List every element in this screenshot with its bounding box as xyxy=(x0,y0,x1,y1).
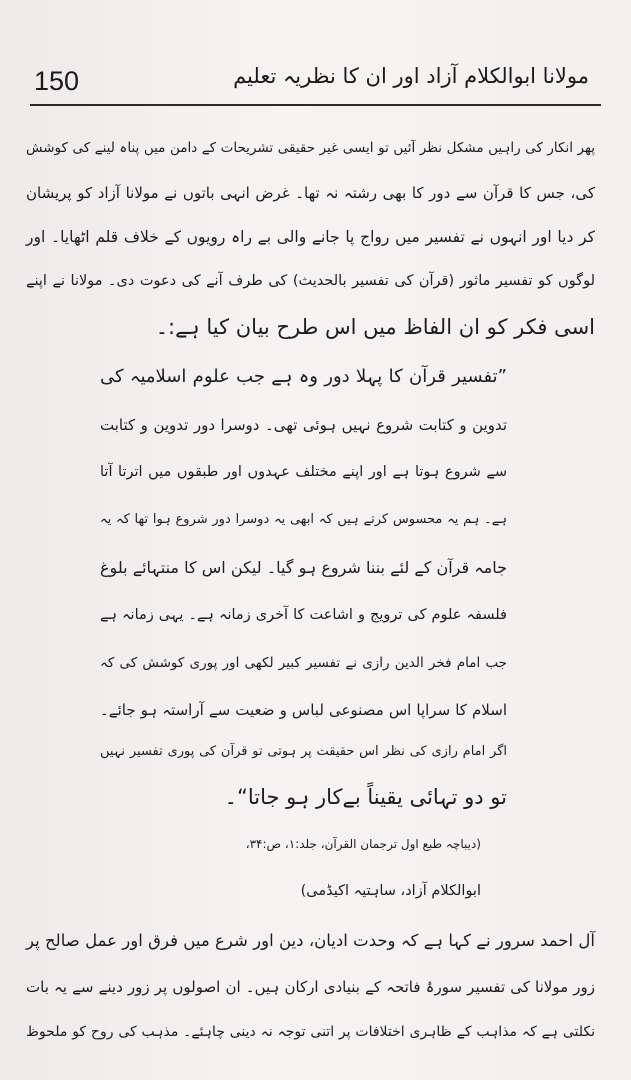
paragraph2-line: زور مولانا کی تفسیر سورۂ فاتحہ کے بنیادی ارکان ہیں۔ ان اصولوں پر زور دینے سے یہ بات xyxy=(26,978,595,996)
running-title: مولانا ابوالکلام آزاد اور ان کا نظریہ تعلیم xyxy=(233,64,589,88)
paragraph2-line: نکلتی ہے کہ مذاہب کے ظاہری اختلافات پر اتنی توجہ نہ دینی چاہئے۔ مذہب کی روح کو ملحوظ xyxy=(26,1024,595,1040)
quote-line: اگر امام رازی کی نظر اس حقیقت پر ہوتی تو قرآن کی پوری تفسیر نہیں xyxy=(100,744,507,759)
quote-line: سے شروع ہوتا ہے اور اپنے مختلف عہدوں اور طبقوں میں اترتا آتا xyxy=(100,464,507,480)
reference-line: ابوالکلام آزاد، ساہتیہ اکیڈمی) xyxy=(300,883,481,899)
quote-line: ”تفسیر قرآن کا پہلا دور وہ ہے جب علوم اسلامیہ کی xyxy=(100,366,507,387)
reference-line: (دیباچہ طبع اول ترجمان القرآن، جلد:۱، ص:۳۴، xyxy=(245,837,481,851)
paragraph1-line: لوگوں کو تفسیر ماثور (قرآن کی تفسیر بالحدیث) کی طرف آنے کی دعوت دی۔ مولانا نے اپنے xyxy=(26,273,595,289)
paragraph1-line: کی، جس کا قرآن سے دور کا بھی رشتہ نہ تھا۔ غرض انہی باتوں نے مولانا آزاد کو پریشان xyxy=(26,184,595,202)
paragraph2-line: آل احمد سرور نے کہا ہے کہ وحدت ادیان، دین اور شرع میں فرق اور عمل صالح پر xyxy=(26,931,595,950)
quote-line: تدوین و کتابت شروع نہیں ہوئی تھی۔ دوسرا دور تدوین و کتابت xyxy=(100,416,507,434)
paragraph1-line: پھر انکار کی راہیں مشکل نظر آئیں تو ایسی غیر حقیقی تشریحات کے دامن میں پناہ لینے کی کوشش xyxy=(26,140,595,156)
quote-line: جامہ قرآن کے لئے بننا شروع ہو گیا۔ لیکن اس کا منتہائے بلوغ xyxy=(100,558,507,577)
quote-line: ہے۔ ہم یہ محسوس کرتے ہیں کہ ابھی یہ دوسرا دور شروع ہوا تھا کہ یہ xyxy=(100,512,507,527)
page-header xyxy=(28,62,597,102)
page-number: 150 xyxy=(34,66,80,96)
header-rule xyxy=(30,104,601,106)
quote-line: جب امام فخر الدین رازی نے تفسیر کبیر لکھی اور پوری کوشش کی کہ xyxy=(100,655,507,671)
quote-line: فلسفہ علوم کی ترویج و اشاعت کا آخری زمانہ ہے۔ یہی زمانہ ہے xyxy=(100,607,507,623)
quote-line: تو دو تہائی یقیناً بےکار ہو جاتا“۔ xyxy=(224,785,507,809)
paragraph1-line: کر دیا اور انہوں نے تفسیر میں رواج پا جانے والی بے راہ رویوں کے خلاف قلم اٹھایا۔ اور xyxy=(26,228,595,246)
quote-line: اسلام کا سراپا اس مصنوعی لباس و ضعیت سے آراستہ ہو جائے۔ xyxy=(100,701,507,719)
paragraph1-line: اسی فکر کو ان الفاظ میں اس طرح بیان کیا ہے:۔ xyxy=(155,315,595,339)
